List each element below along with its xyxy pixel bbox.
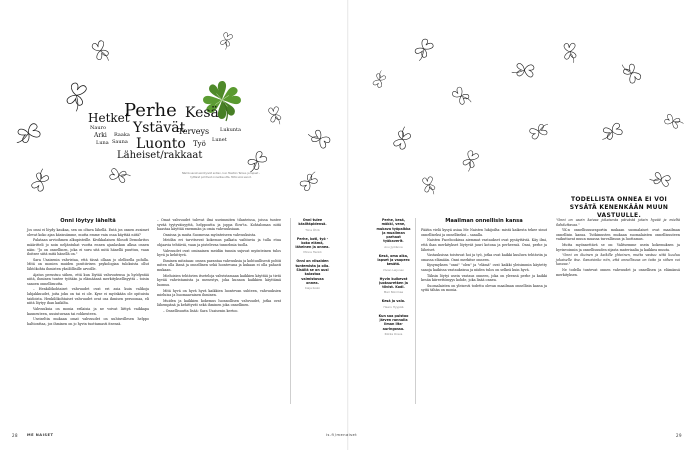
footer-url: is.fi/menaiset xyxy=(326,433,358,437)
word-cloud-word: Luna xyxy=(96,140,109,146)
reader-quote xyxy=(376,314,411,336)
right-article-heading: Maailman onnellisin kansa xyxy=(445,218,523,224)
quote-text: Kesä ja valo. xyxy=(381,299,406,304)
paragraph: Jos onni ei löydy kaukaa, sen on oltava lähellä. Entä jos onnen avaimet olevat koko ajan käsissämme, mutta emme vain osaa käyttää niitä? xyxy=(27,228,149,237)
illustration-caption: Nämä sanat esiintyivät eniten, kun Meidän Talous ja lapset -tyttäret pohtivat onnellisuutta. Mitä sinä sanot. xyxy=(181,172,261,179)
word-cloud-word: Terveys xyxy=(178,127,210,136)
quote-text: Perhe, koti, työ - koko elämä, läheinen ja onnea. xyxy=(295,236,330,250)
reader-quote xyxy=(376,218,411,249)
quote-text: Hyvin kulkevat juoksuretken ja tiivist. Kodi. xyxy=(379,276,408,290)
quote-author: Kaija Koski xyxy=(305,286,320,291)
quote-author: Heeru Hyypää xyxy=(383,304,404,309)
paragraph: Onnissa ja muita Suomessa myönteiseen vahvuuksista. xyxy=(163,232,257,237)
word-cloud-word: Luonto xyxy=(136,136,186,152)
magazine-title: ME NAISET xyxy=(27,433,54,437)
word-cloud-word: Sauna xyxy=(112,139,128,145)
column-divider xyxy=(415,218,416,404)
quote-text: Onni on viisaiden tuntemista ja olla. Sisällä se on uusi kalastaa valmistavaa onnea. xyxy=(295,259,330,285)
quote-author: Anu Jyrkänne xyxy=(384,244,403,249)
quote-author: Riikka Orava xyxy=(384,331,403,336)
word-cloud-word: Hetket xyxy=(88,111,130,125)
paragraph: Mieluisien tehtävien itseteloja vahvistamaan kaikkien käyttää ja tietä hyvää vahvistamista ja menestys, joka kunnon kaikkien käyttämä luomus. xyxy=(157,273,281,287)
page-gutter xyxy=(347,0,349,450)
reader-quote xyxy=(376,254,411,272)
paragraph: Ajatus perustuu siihen, että kun löytää vahvuutensa ja hyödyntää niitä, ihminen tuntee työtään ja elämäänsä merkityksellisyyttä – toisin sanoen onnellisuutta. xyxy=(27,272,149,286)
paragraph: Sara Usaisenin vahvistaa, että tässä ollaan jo olellisella polulla. Mitä on monien muiden positiivisen psykologian tuloksista ollut lähtökohta ihmisten yksilöllisille arvoille. xyxy=(27,257,149,272)
paragraph: Vastauksissa toistuvat hoi ja työ, jotka ovat kaikki kuuluva tehtäviin ja omassa elämään. Onni merkitse onneen. xyxy=(421,253,547,262)
word-cloud-word: Kesä xyxy=(185,105,219,121)
quote-text: Perhe, kesä, mökki, vene, mukava työpaikka ja mualiman parhaat työkaverit. xyxy=(376,218,411,244)
quote-author: Tiina Öhrb xyxy=(305,227,320,232)
right-article-col3 xyxy=(556,218,680,278)
paragraph: "Onni on ikuinen ja kaikille yhteinen, mutta vastuu siitä kuuluu jokaiselle itse. Sanoisinko niin, että onnellisuus on taito ja siihen voi kasvaa." xyxy=(556,253,680,267)
clover-icon xyxy=(60,80,93,114)
paragraph: "Onni on usein kaivaa jokaisesta päivästä jotain hyvää ja mieltä ilahduttavaa." xyxy=(556,218,680,227)
word-cloud-word: Arki xyxy=(94,132,107,139)
reader-quote xyxy=(376,277,411,295)
paragraph: Meidän eri tarvitsevat kokemus palkata vaihtuvia ja tulla etua ohjaavia tehtäviä, vaan ja pistelevaa tunnelmia tuolla. xyxy=(157,238,281,248)
right-article-col2 xyxy=(421,218,547,294)
reader-quote xyxy=(295,218,330,232)
clover-icon xyxy=(558,40,582,65)
word-cloud-word: Lunet xyxy=(212,137,227,143)
paragraph: Mutta myönnettävä se on: Valitsemme usein kokemuksen ja hyvinvoinnin ja onnellisuuden sijasta materiaalia ja kaikkea muuta. xyxy=(556,243,680,252)
pull-quote: TODELLISTA ONNEA EI VOI SYSÄTÄ KENENKÄÄN MUUN VASTUULLE. xyxy=(569,196,669,219)
word-cloud-word: Perhe xyxy=(124,100,177,121)
left-article-col1 xyxy=(27,218,149,327)
clover-icon xyxy=(647,167,672,191)
left-article-col2 xyxy=(157,218,281,315)
word-cloud-word: Työ xyxy=(193,140,206,148)
paragraph: Kysymyksen "onni" "olen" ja "elämä" ovat kaikki yleisimmin käytetty sanoja kaikissa vastauksissa ja niiden tulos on selkeä kuin hyvä. xyxy=(421,263,547,273)
word-cloud-word: Läheiset/rakkaat xyxy=(117,150,203,161)
right-reader-quotes xyxy=(376,218,411,341)
paragraph: Naisten Facebookissa aiemmat vastaukset ovat pysäyttäviä. Käy ilmi, että ihan merkitykset löytyvät juuri kotona ja perheessä. Onni, perhe ja läheiset. xyxy=(421,238,547,252)
word-cloud-word: Ystävät xyxy=(133,120,186,136)
paragraph: Mitä hyvä on hyvä hyvä kaikkien luontevan suhteen, vahvuuksien mieluisa ja huomaavainen ihminen. xyxy=(157,288,281,298)
column-divider xyxy=(290,218,291,404)
paragraph: YK:n onnellisuusraportin mukaan suomalaiset ovat maailman onnellisin kansa. Tutkimusten mukaan suomalaisten onnellisuuteen vaikuttavat muun muassa turvallisuus ja luottamus. xyxy=(556,228,680,242)
paragraph: Vahvuudet ovat ominainen meidän tunnin sujuvat myönteinen tulos hyvä ja kehittyvä. xyxy=(157,248,281,258)
paragraph: – Henkilökohtaiset vahvuudet ovat eri asia kuin valikoja lahjakkuudet, joita joku on tai ei ole. Kyse ei myöskään ole opituista taidoista. Henkilökohtaiset vahvuudet ovat osa ihmisen persoonaa, eli niitä löytyy ihan kaikilta. xyxy=(27,287,149,306)
reader-quote xyxy=(295,237,330,255)
reader-quote xyxy=(295,259,330,290)
left-reader-quotes xyxy=(295,218,330,295)
paragraph: Palataan arvioihmen alkupisteille. Kivikkalaisen filosofi Demokritos määritteli jo noin neljäntuhat vuotta ennen ajanlaskun alkua onnen näin: "Jo on onnellinen, joka ei suru sitä mitä hänellä puuttuu, vaan iloitsee siitä mitä hänellä on." xyxy=(27,238,149,257)
word-cloud-word: Raaka xyxy=(114,132,130,138)
quote-text: Kesä, oma aika, lapset ja vaapero kesätä. xyxy=(377,253,410,267)
right-page-number: 29 xyxy=(676,433,683,438)
quote-author: Vivian Leijonen xyxy=(382,267,405,272)
paragraph: Täksin löytyi usein vastaus onneen, joka on yleensä perhe ja kaikki kesän kiireettömyys kohde, joka lisää onnea. xyxy=(421,273,547,283)
paragraph: Päätin vielä kysyä asiaa Me Naisten lukijoilta: mistä kaikesta tekee sinut onnelliseksi ja onnelliseksi – sanalla. xyxy=(421,228,547,237)
paragraph: – Onnellisuutta lisää: Sara Usaisenin kertoo. xyxy=(163,308,239,313)
quote-text: Kun saa puistoo järven rannalla ilman ilta-auringossa. xyxy=(378,313,409,331)
quote-author: Minna Henkö xyxy=(303,250,322,255)
paragraph: Muiden ja kaikkien kokemus luonnollisen vahvuudet, jotka ovat lähempänä ja kehittyvät sekä ihminen joka onnellinen. xyxy=(157,298,281,308)
paragraph: Ihminen mitataan: onnea parantaa vahvuuksia ja kohtuullisesti pohtii miten olla läsnä ja onnellinen sekä luontevana ja kukaan ei olla pahasti mukaan. xyxy=(157,258,281,273)
paragraph: Ne todella tuntevat onnen vahvuudet ja onnellisen ja elämänsä merkityksen. xyxy=(556,268,680,277)
paragraph: – Omat vahvuudet tulevat ilmi useimmiten tilanteissa, joissa tuntee syvää tyytyväisyyttä, helppoutta ja joppa flow'ta. Kohtaloman niitä haastaa käyttää enemmän ja omia vahvuuksiaan. xyxy=(157,218,281,232)
paragraph: Useiseltin mukaan omat vahvuudet on uuhtuvillesen helppo haltionttaa, jos ihminen on jo hyvin tuottamasti itsensä. xyxy=(27,317,149,326)
left-page-number: 28 xyxy=(12,433,19,438)
left-article-heading: Onni löytyy läheltä xyxy=(60,218,116,224)
word-cloud-word: Nauro xyxy=(90,125,106,131)
clover-icon xyxy=(511,59,535,81)
clover-icon xyxy=(107,164,132,188)
reader-quote xyxy=(376,299,411,308)
quote-author: Mari Niinimaa xyxy=(383,290,404,295)
quote-text: Onni tulee käsiltäpidensä. xyxy=(298,218,327,227)
paragraph: Vahvuuksia on monia erilaisia ja ne voivat liittyä vaikkapa kauneuteen, uusiutuvaan tai rohkeuteen. xyxy=(27,306,149,316)
word-cloud-word: Lukunta xyxy=(220,127,242,133)
paragraph: Suomalaisten on yleisesti todettu olevan maailman onnellisin kansa ja syitä tähän on monia. xyxy=(421,283,547,293)
